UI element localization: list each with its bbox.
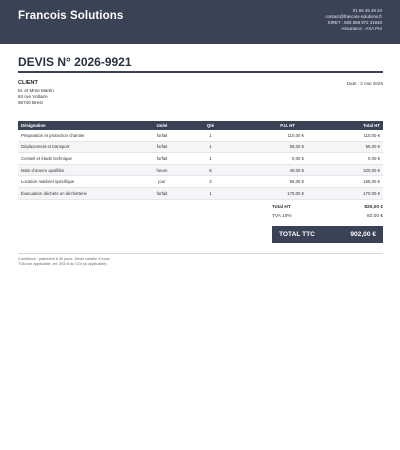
row-unit-price: 110,00 € xyxy=(231,130,307,141)
payment-conditions: Conditions : paiement à 30 jours. Devis valable 3 mois. xyxy=(18,257,111,261)
table-row xyxy=(18,176,383,188)
row-total: 320,00 € xyxy=(307,164,383,176)
client-name: M. et Mme Martin xyxy=(18,88,54,93)
total-ht-value: 820,00 € xyxy=(364,205,383,210)
row-designation: Évacuation déchets en déchetterie xyxy=(18,187,134,199)
client-city: 65740 Brest xyxy=(18,100,43,106)
table-row xyxy=(18,164,383,176)
total-ht-row xyxy=(272,203,383,212)
document-title: DEVIS N° 2026-9921 xyxy=(18,55,132,69)
total-ttc-box xyxy=(272,226,383,243)
row-total: 110,00 € xyxy=(307,130,383,141)
header-qty: Qté xyxy=(190,121,231,130)
document-date: Date : 2 mai 2026 xyxy=(346,81,383,86)
row-unit-price: 170,00 € xyxy=(231,187,307,199)
tva-value: 82,00 € xyxy=(366,214,383,219)
total-ttc-label: TOTAL TTC xyxy=(279,231,315,238)
tva-label: TVA 10% xyxy=(272,214,292,219)
client-street: 84 rue Voltaire xyxy=(18,94,48,100)
footer-conditions xyxy=(18,257,110,268)
header-unit: Unité xyxy=(134,121,190,130)
table-row xyxy=(18,187,383,199)
total-ttc-value: 902,00 € xyxy=(350,231,376,238)
row-total: 170,00 € xyxy=(307,187,383,199)
row-qty: 3 xyxy=(190,176,231,188)
row-qty: 1 xyxy=(190,187,231,199)
company-siret: SIRET : 600 858 972 31840 xyxy=(327,20,382,25)
row-unit-price: 40,00 € xyxy=(231,164,307,176)
title-divider xyxy=(18,71,383,73)
invoice-header xyxy=(0,0,400,44)
table-row xyxy=(18,141,383,153)
row-total: 0,00 € xyxy=(307,153,383,165)
header-designation: Désignation xyxy=(18,121,134,130)
row-designation: Location matériel spécifique xyxy=(18,176,134,188)
row-unit: forfait xyxy=(134,130,190,141)
row-qty: 1 xyxy=(190,130,231,141)
row-unit: jour xyxy=(134,176,190,188)
row-unit: forfait xyxy=(134,187,190,199)
row-designation: Préparation et protection chantier xyxy=(18,130,134,141)
tva-row xyxy=(272,212,383,221)
table-row xyxy=(18,153,383,165)
total-ht-label: Total HT xyxy=(272,205,291,210)
row-qty: 1 xyxy=(190,153,231,165)
row-unit: heure xyxy=(134,164,190,176)
client-address xyxy=(18,88,54,107)
row-designation: Main d'œuvre qualifiée xyxy=(18,164,134,176)
row-total: 165,00 € xyxy=(307,176,383,188)
header-total: Total HT xyxy=(307,121,383,130)
company-email[interactable]: contact@francois-solutions.fr xyxy=(325,14,382,19)
quote-items-table xyxy=(18,121,383,200)
totals-block xyxy=(272,203,383,221)
row-unit-price: 55,00 € xyxy=(231,141,307,153)
row-qty: 8 xyxy=(190,164,231,176)
row-unit: forfait xyxy=(134,141,190,153)
row-unit: forfait xyxy=(134,153,190,165)
table-header-row xyxy=(18,121,383,130)
row-total: 55,00 € xyxy=(307,141,383,153)
table-row xyxy=(18,130,383,141)
row-unit-price: 0,00 € xyxy=(231,153,307,165)
company-name: Francois Solutions xyxy=(18,10,124,22)
client-label: CLIENT xyxy=(18,80,38,86)
header-unit-price: P.U. HT xyxy=(231,121,307,130)
company-insurance: Assurance : AXA Pro xyxy=(341,26,382,31)
company-contact-block xyxy=(325,8,382,32)
company-phone: 01 66 45 46 24 xyxy=(352,8,382,13)
footer-divider xyxy=(18,253,383,254)
row-unit-price: 55,00 € xyxy=(231,176,307,188)
tva-note: TVA non applicable, art. 293 B du CGI (si applicable). xyxy=(18,262,108,267)
row-designation: Déplacement et transport xyxy=(18,141,134,153)
row-qty: 1 xyxy=(190,141,231,153)
row-designation: Conseil et étude technique xyxy=(18,153,134,165)
